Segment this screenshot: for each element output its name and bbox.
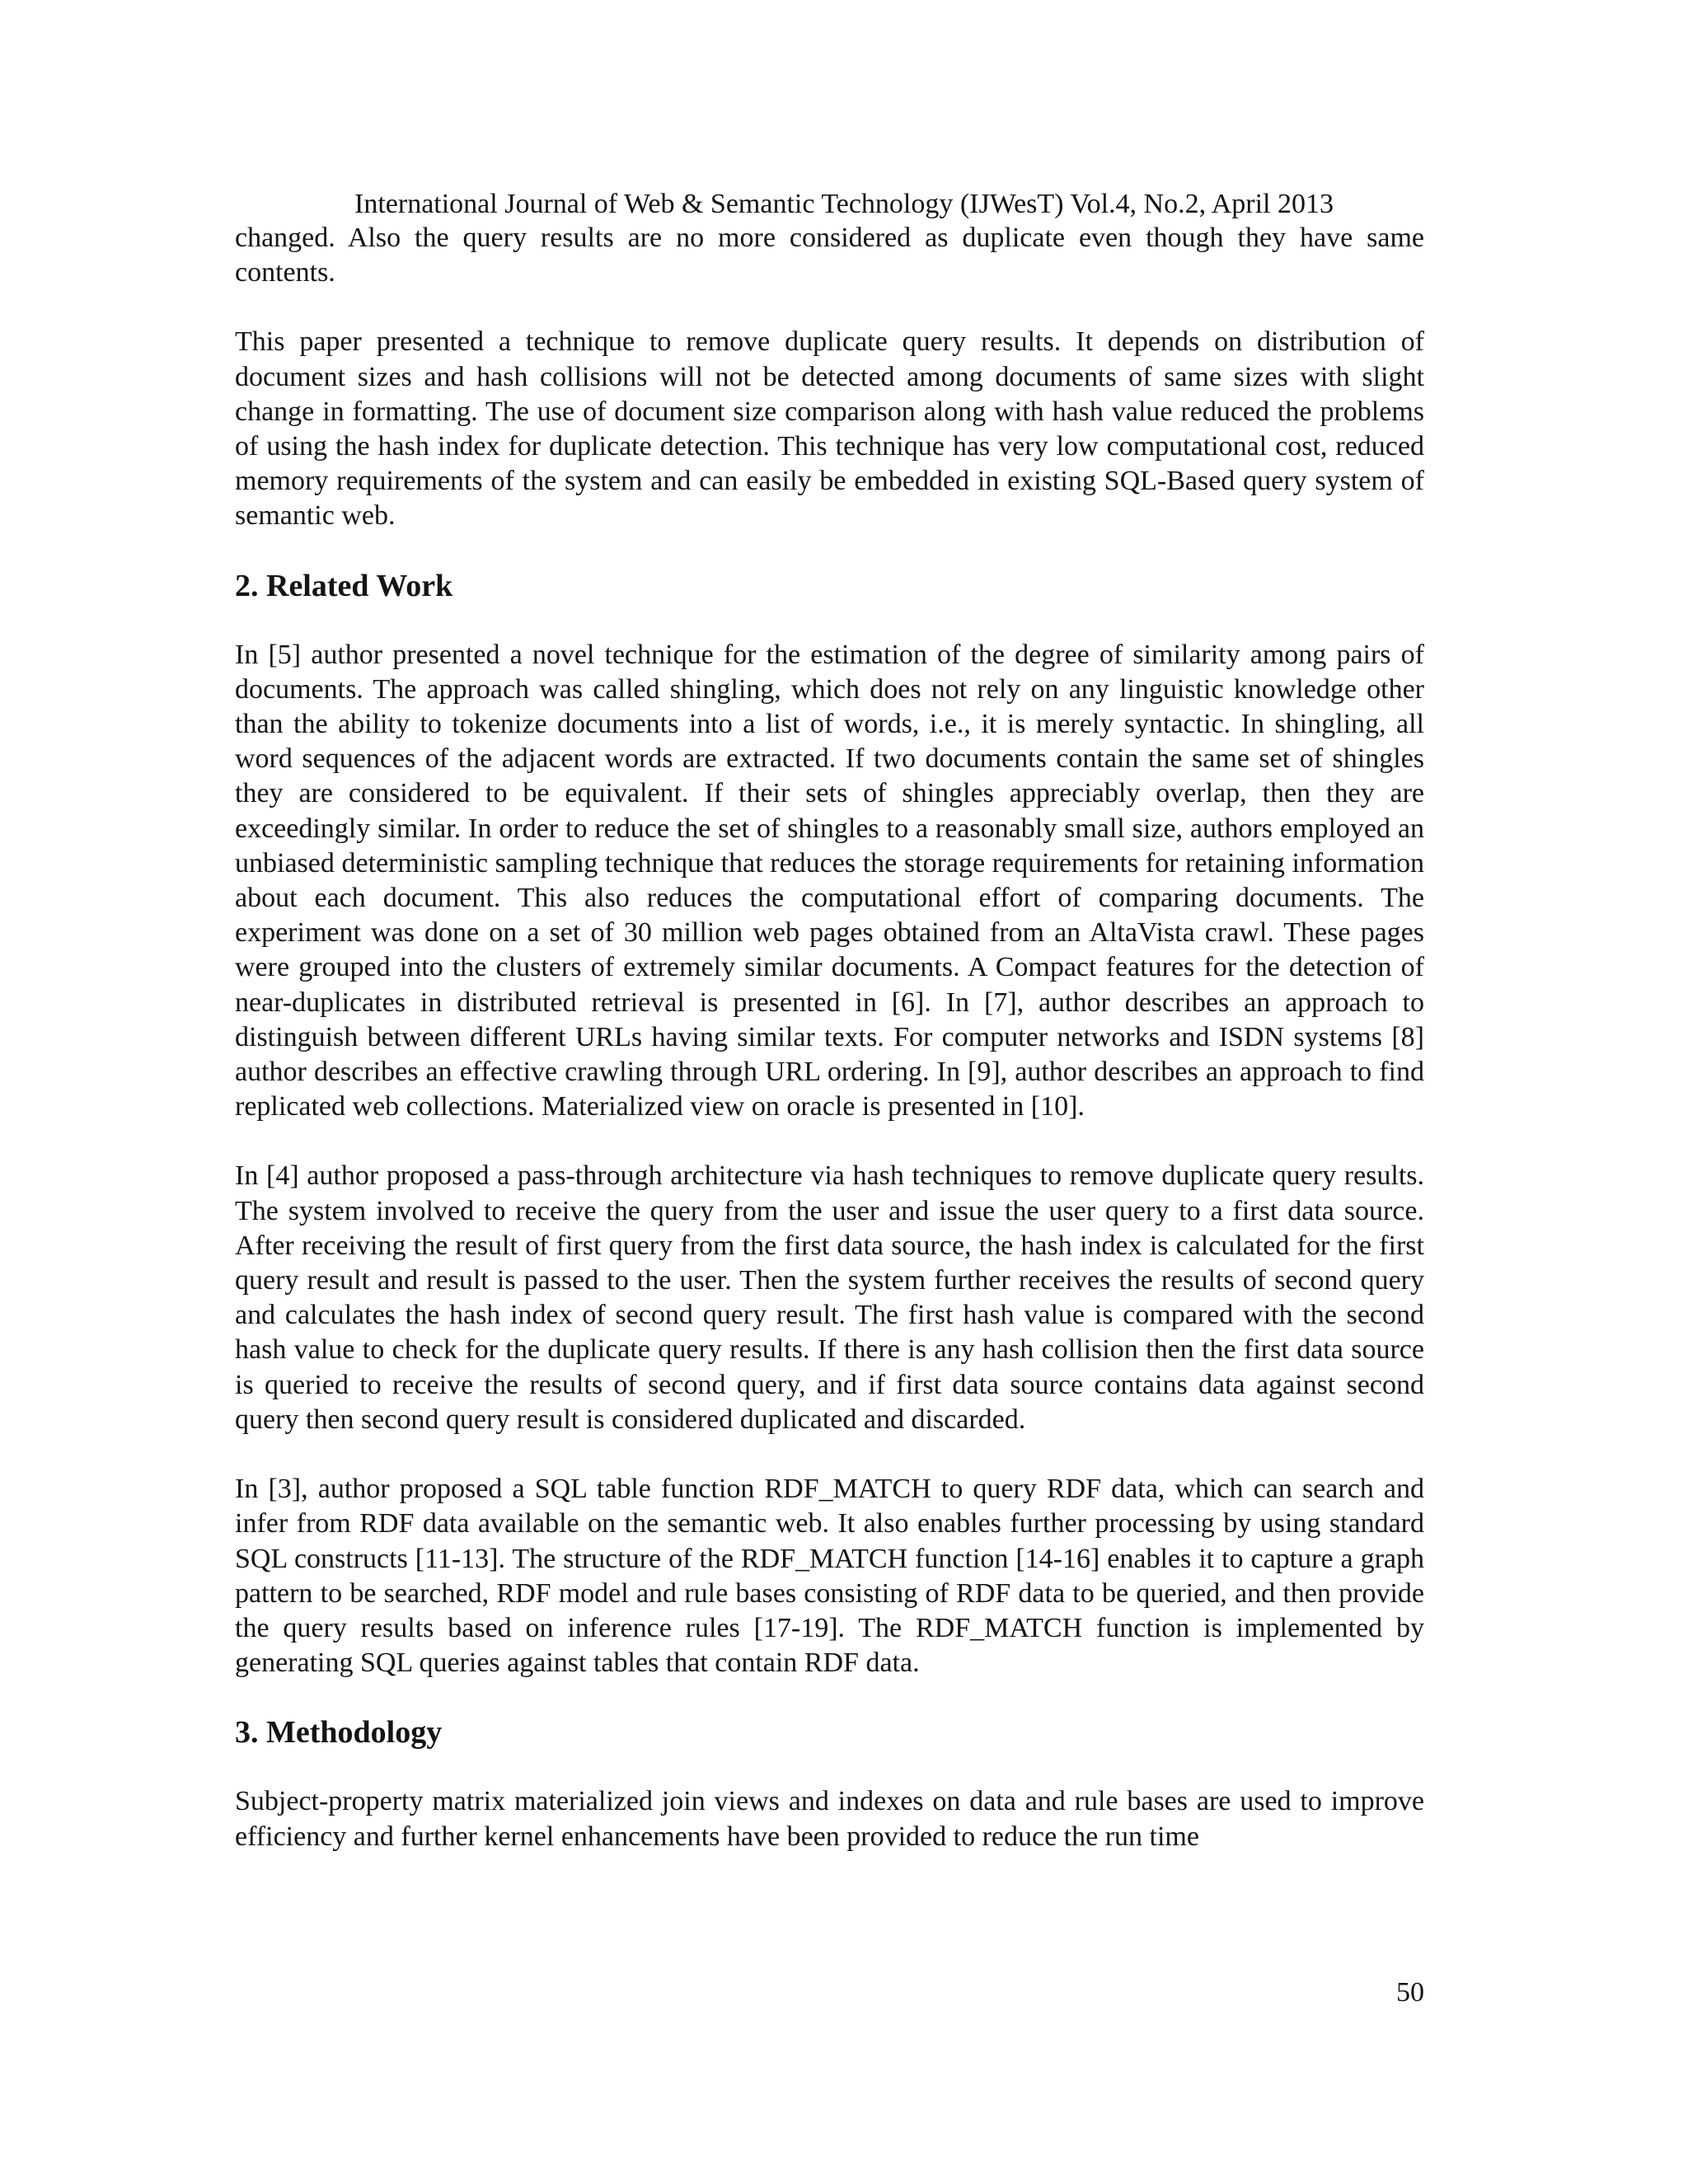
paragraph-methodology: Subject-property matrix materialized join views and indexes on data and rule bases are used to improve efficiency and further kernel enhancements have been provided to reduce the run time <box>235 1786 1424 1852</box>
paragraph-gap <box>235 1750 1424 1784</box>
section-heading-related-work: 2. Related Work <box>235 568 453 603</box>
section-heading-methodology: 3. Methodology <box>235 1715 443 1750</box>
running-header: International Journal of Web & Semantic Technology (IJWesT) Vol.4, No.2, April 2013 <box>354 189 1334 219</box>
paragraph-continuation: changed. Also the query results are no more considered as duplicate even though they have same contents. <box>235 223 1424 288</box>
page-number: 50 <box>1396 1977 1424 2008</box>
paragraph-rdf-match: In [3], author proposed a SQL table function RDF_MATCH to query RDF data, which can search and infer from RDF data available on the semantic web. It also enables further processing by using standard SQL constructs [11-13]. The structure of the RDF_MATCH function [14-16] enables it to capture a graph pattern to be searched, RDF model and rule bases consisting of RDF data to be queried, and then provide the query results based on inference rules [17-19]. The RDF_MATCH function is implemented by generating SQL queries against tables that contain RDF data. <box>235 1474 1424 1679</box>
page-body <box>235 221 1424 1854</box>
paragraph-technique-summary: This paper presented a technique to remove duplicate query results. It depends on distribution of document sizes and hash collisions will not be detected among documents of same sizes with slight change in formatting. The use of document size comparison along with hash value reduced the problems of using the hash index for duplicate detection. This technique has very low computational cost, reduced memory requirements of the system and can easily be embedded in existing SQL-Based query system of semantic web. <box>235 326 1424 532</box>
paragraph-gap <box>235 290 1424 325</box>
paragraph-gap <box>235 1680 1424 1715</box>
paragraph-gap <box>235 1437 1424 1472</box>
paragraph-gap <box>235 534 1424 569</box>
paragraph-gap <box>235 1124 1424 1159</box>
paragraph-shingling: In [5] author presented a novel technique for the estimation of the degree of similarity among pairs of documents. The approach was called shingling, which does not rely on any linguistic knowledge other than the ability to tokenize documents into a list of words, i.e., it is merely syntactic. In shingling, all word sequences of the adjacent words are extracted. If two documents contain the same set of shingles they are considered to be equivalent. If their sets of shingles appreciably overlap, then they are exceedingly similar. In order to reduce the set of shingles to a reasonably small size, authors employed an unbiased deterministic sampling technique that reduces the storage requirements for retaining information about each document. This also reduces the computational effort of comparing documents. The experiment was done on a set of 30 million web pages obtained from an AltaVista crawl. These pages were grouped into the clusters of extremely similar documents. A Compact features for the detection of near-duplicates in distributed retrieval is presented in [6]. In [7], author describes an approach to distinguish between different URLs having similar texts. For computer networks and ISDN systems [8] author describes an effective crawling through URL ordering. In [9], author describes an approach to find replicated web collections. Materialized view on oracle is presented in [10]. <box>235 639 1424 1122</box>
paragraph-gap <box>235 603 1424 638</box>
paragraph-pass-through: In [4] author proposed a pass-through architecture via hash techniques to remove duplicate query results. The system involved to receive the query from the user and issue the user query to a first data source. After receiving the result of first query from the first data source, the hash index is calculated for the first query result and result is passed to the user. Then the system further receives the results of second query and calculates the hash index of second query result. The first hash value is compared with the second hash value to check for the duplicate query results. If there is any hash collision then the first data source is queried to receive the results of second query, and if first data source contains data against second query then second query result is considered duplicated and discarded. <box>235 1160 1424 1435</box>
